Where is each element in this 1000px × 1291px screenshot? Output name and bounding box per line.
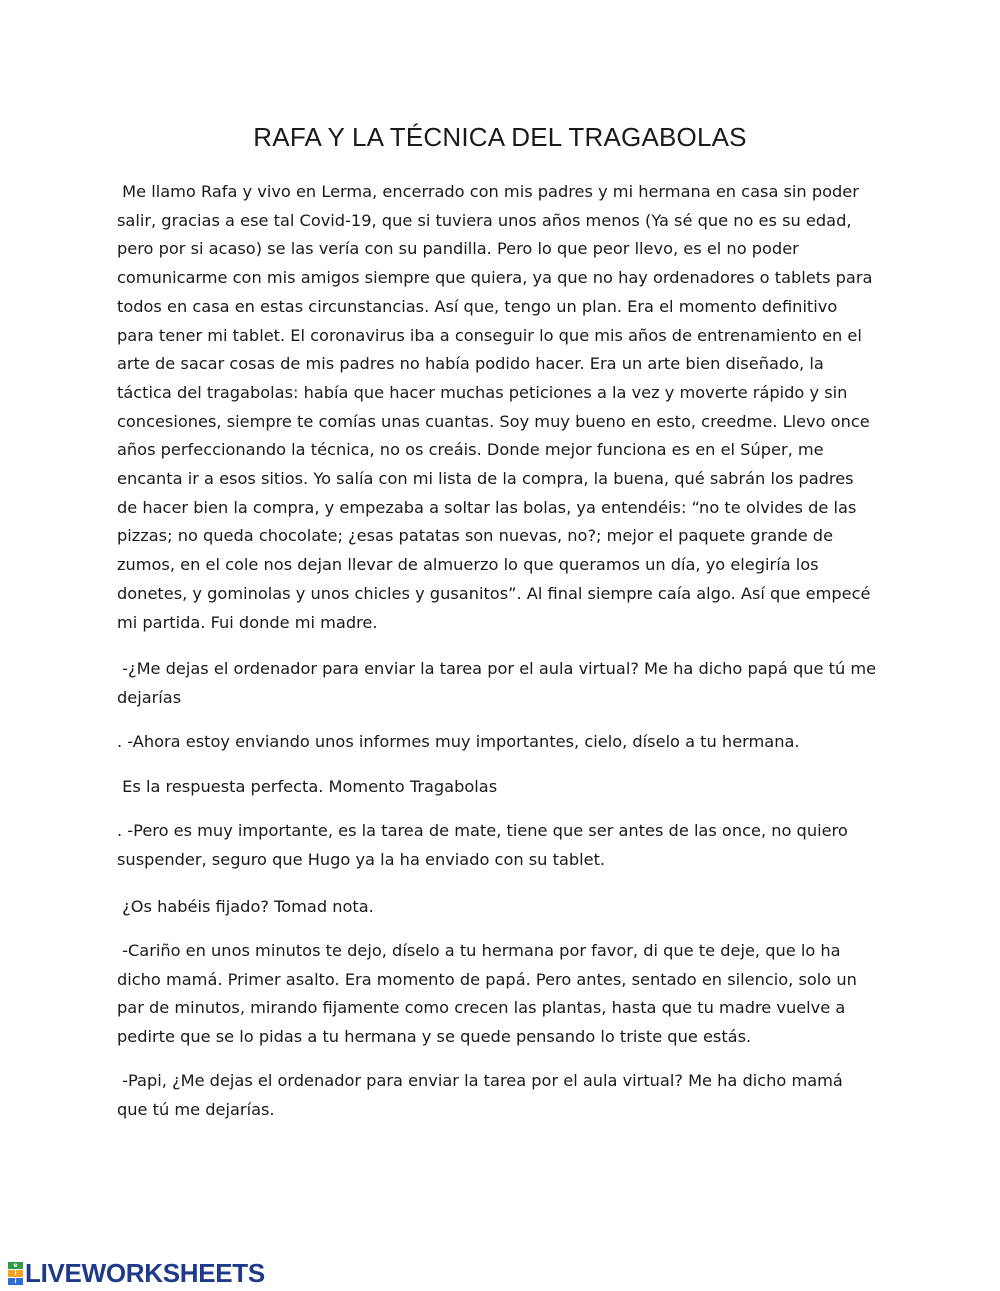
- liveworksheets-logo: [8, 1258, 265, 1288]
- paragraph-narration-1: Es la respuesta perfecta. Momento Tragabolas: [117, 777, 498, 796]
- paragraph-dialogue-2: . -Ahora estoy enviando unos informes muy importantes, cielo, díselo a tu hermana.: [117, 732, 800, 751]
- paragraph-dialogue-1: -¿Me dejas el ordenador para enviar la tarea por el aula virtual? Me ha dicho papá que tú me dejarías: [117, 659, 882, 707]
- logo-badge-letter: i: [8, 1278, 23, 1285]
- paragraph-narration-2: ¿Os habéis fijado? Tomad nota.: [117, 897, 374, 916]
- paragraph-dialogue-3: . -Pero es muy importante, es la tarea de mate, tiene que ser antes de las once, no quiero suspender, seguro que Hugo ya la ha enviado con su tablet.: [117, 821, 853, 869]
- paragraph-dialogue-4: -Cariño en unos minutos te dejo, díselo a tu hermana por favor, di que te deje, que lo ha dicho mamá. Primer asalto. Era momento de papá. Pero antes, sentado en silencio, solo un par de minutos, mirando fijamente como crecen las plantas, hasta que tu madre vuelve a pedirte que se lo pidas a tu hermana y se quede pensando lo triste que estás.: [117, 941, 863, 1047]
- logo-badge-letter: e: [8, 1262, 23, 1269]
- logo-badge-letter: l: [8, 1270, 23, 1277]
- logo-wordmark: LIVEWORKSHEETS: [25, 1257, 265, 1288]
- logo-badge-icon: [8, 1261, 23, 1286]
- paragraph-intro: Me llamo Rafa y vivo en Lerma, encerrado con mis padres y mi hermana en casa sin poder salir, gracias a ese tal Covid-19, que si tuviera unos años menos (Ya sé que no es su edad, pero por si acaso) se las vería con su pandilla. Pero lo que peor llevo, es el no poder comunicarme con mis amigos siempre que quiera, ya que no hay ordenadores o tablets para todos en casa en estas circunstancias. Así que, tengo un plan. Era el momento definitivo para tener mi tablet. El coronavirus iba a conseguir lo que mis años de entrenamiento en el arte de sacar cosas de mis padres no había podido hacer. Era un arte bien diseñado, la táctica del tragabolas: había que hacer muchas peticiones a la vez y moverte rápido y sin concesiones, siempre te comías unas cuantas. Soy muy bueno en esto, creedme. Llevo once años perfeccionando la técnica, no os creáis. Donde mejor funciona es en el Súper, me encanta ir a esos sitios. Yo salía con mi lista de la compra, la buena, qué sabrán los padres de hacer bien la compra, y empezaba a soltar las bolas, ya entendéis: “no te olvides de las pizzas; no queda chocolate; ¿esas patatas son nuevas, no?; mejor el paquete grande de zumos, en el cole nos dejan llevar de almuerzo lo que queramos un día, yo elegiría los donetes, y gominolas y unos chicles y gusanitos”. Al final siempre caía algo. Así que empecé mi partida. Fui donde mi madre.: [117, 182, 878, 632]
- paragraph-dialogue-5: -Papi, ¿Me dejas el ordenador para enviar la tarea por el aula virtual? Me ha dicho mamá que tú me dejarías.: [117, 1071, 848, 1119]
- page-title: RAFA Y LA TÉCNICA DEL TRAGABOLAS: [253, 122, 747, 152]
